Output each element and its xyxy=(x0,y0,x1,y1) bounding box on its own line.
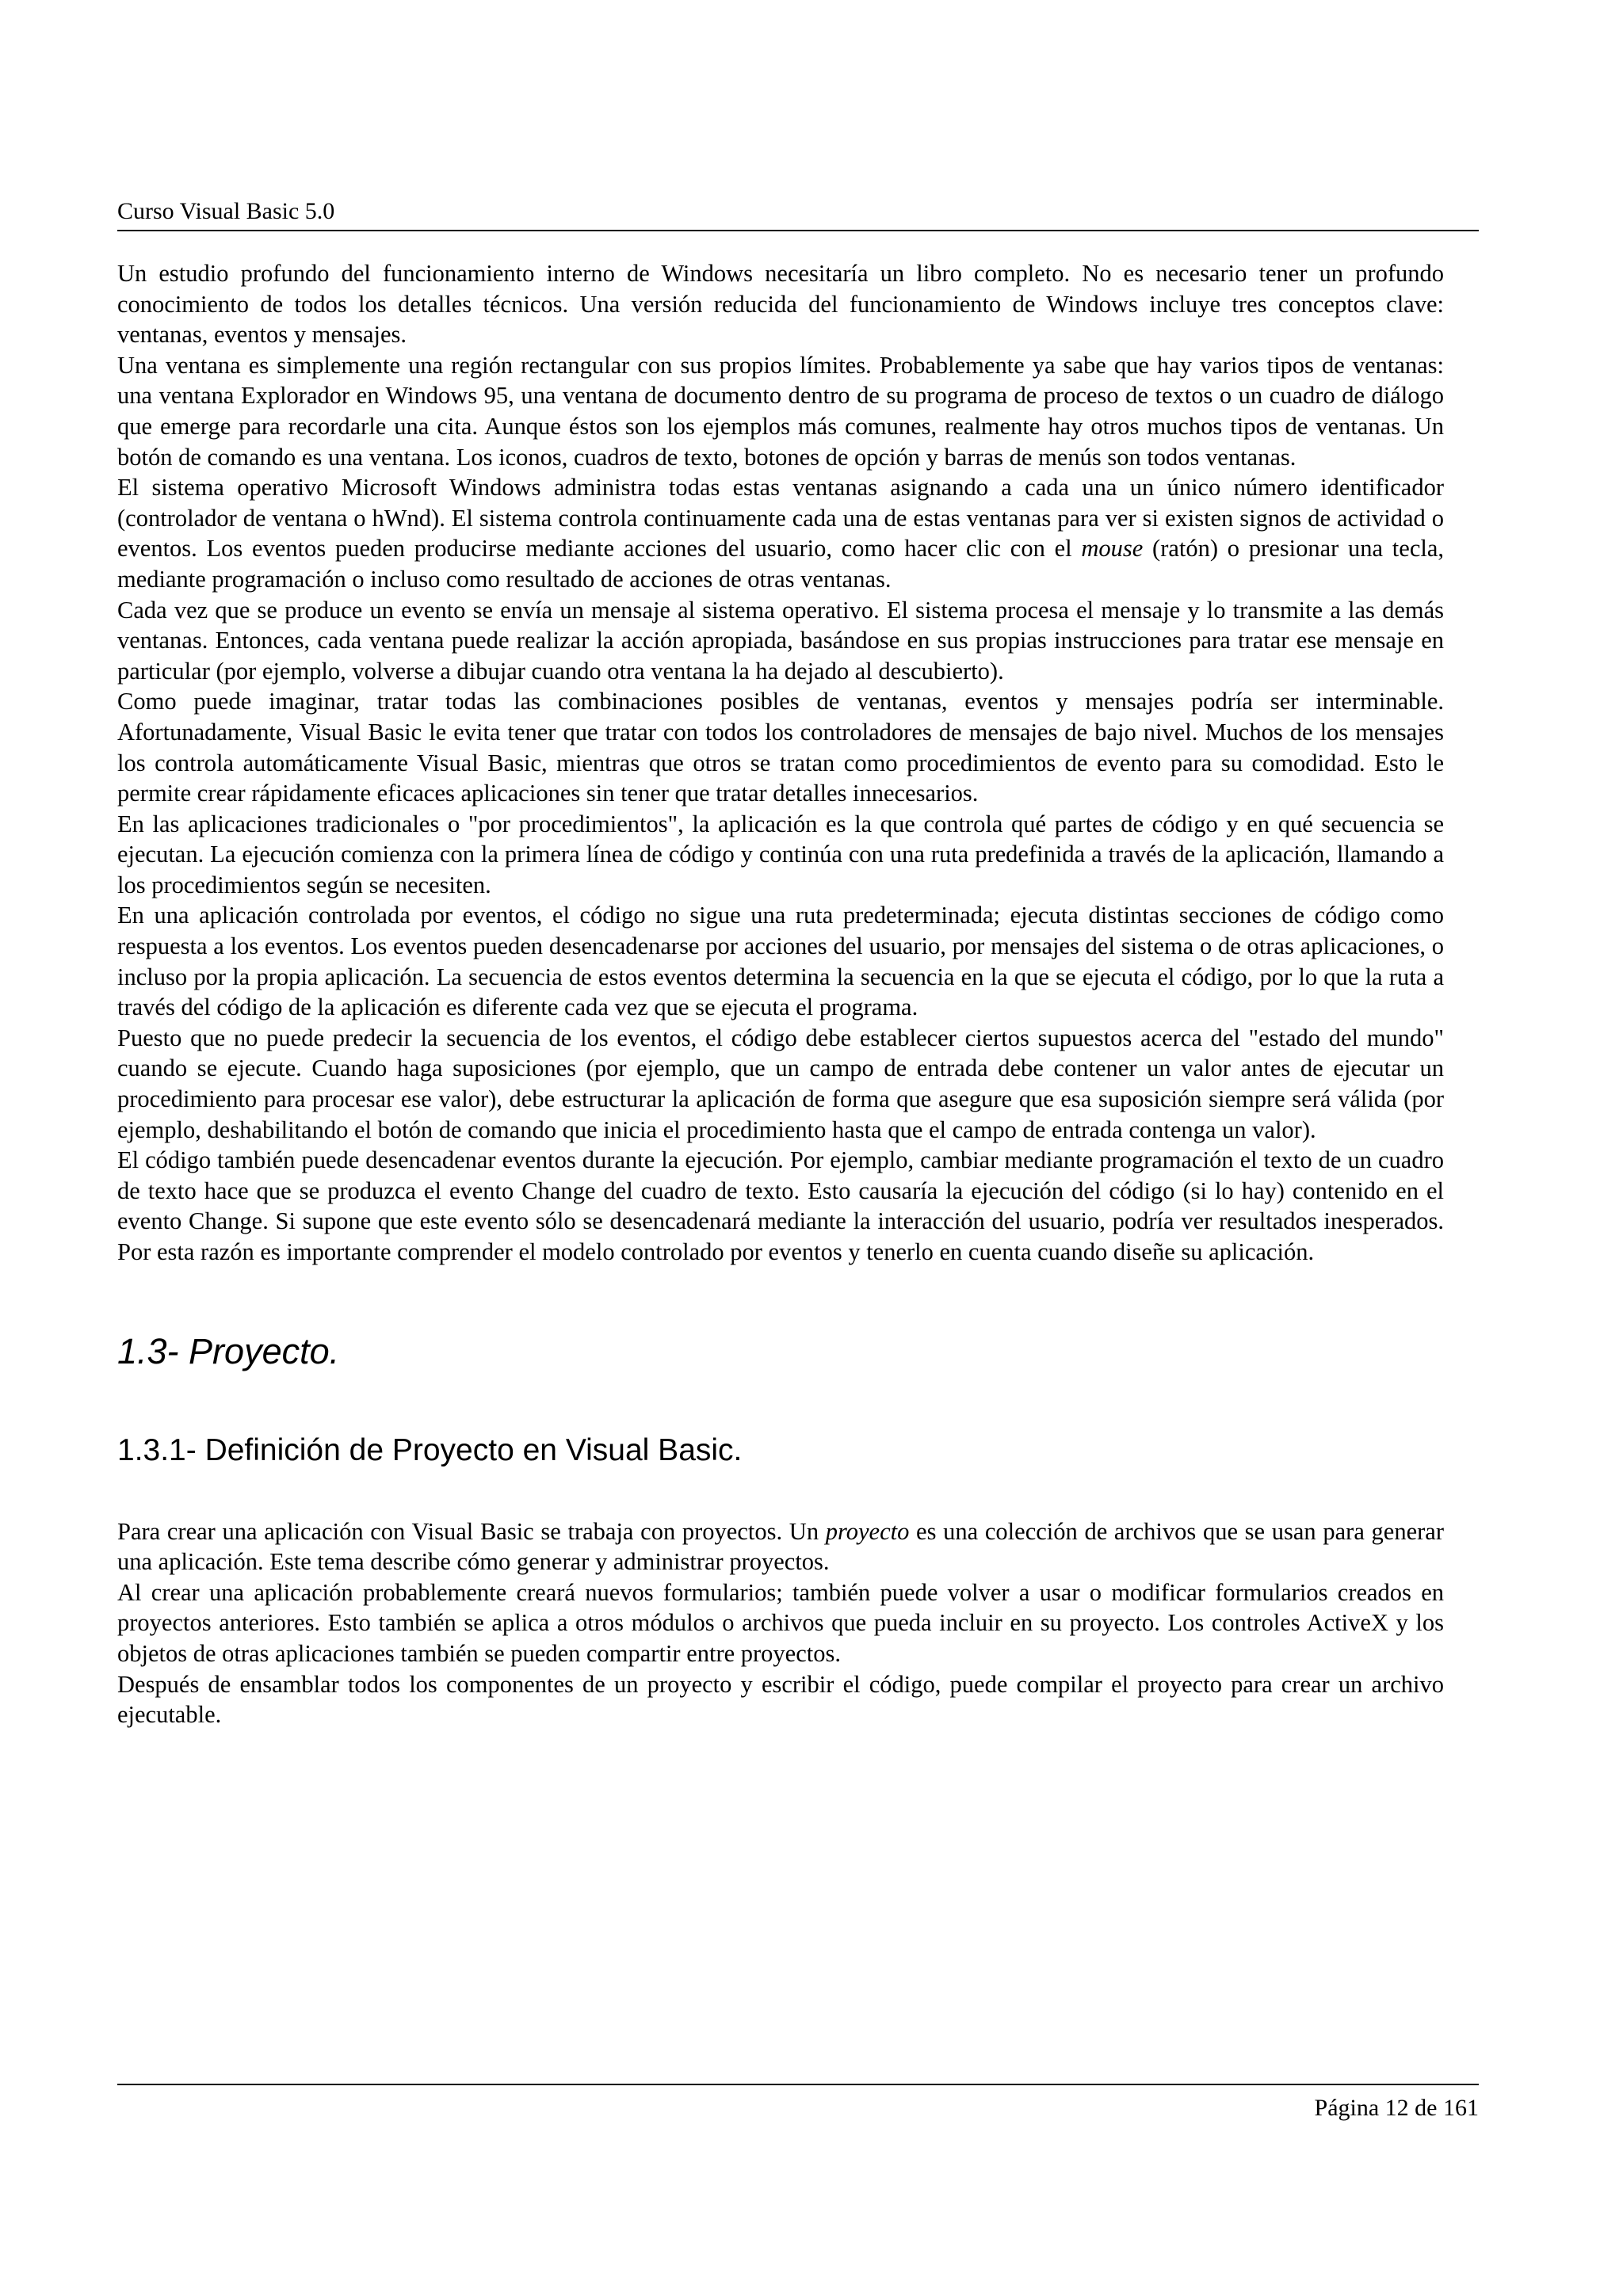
paragraph-5: Como puede imaginar, tratar todas las combinaciones posibles de ventanas, eventos y mensajes podría ser interminable. Afortunadamente, Visual Basic le evita tener que tratar con todos los controladores de mensajes de bajo nivel. Muchos de los mensajes los controla automáticamente Visual Basic, mientras que otros se tratan como procedimientos de evento para su comodidad. Esto le permite crear rápidamente eficaces aplicaciones sin tener que tratar detalles innecesarios. xyxy=(117,688,1444,807)
paragraph-3-text-b: (ratón) o presionar una tecla, mediante programación o incluso como resultado de acciones de otras ventanas. xyxy=(117,535,1444,593)
section-paragraph-2: Al crear una aplicación probablemente creará nuevos formularios; también puede volver a usar o modificar formularios creados en proyectos anteriores. Esto también se aplica a otros módulos o archivos que pueda incluir en su proyecto. Los controles ActiveX y los objetos de otras aplicaciones también se pueden compartir entre proyectos. xyxy=(117,1578,1444,1667)
section-paragraph-3: Después de ensamblar todos los componentes de un proyecto y escribir el código, puede compilar el proyecto para crear un archivo ejecutable. xyxy=(117,1670,1444,1729)
section-paragraph-1-text-a: Para crear una aplicación con Visual Basic se trabaja con proyectos. Un xyxy=(117,1517,826,1545)
paragraph-2: Una ventana es simplemente una región rectangular con sus propios límites. Probablemente ya sabe que hay varios tipos de ventanas: una ventana Explorador en Windows 95, una ventana de documento dentro de su programa de proceso de textos o un cuadro de diálogo que emerge para recordarle una cita. Aunque éstos son los ejemplos más comunes, realmente hay otros muchos tipos de ventanas. Un botón de comando es una ventana. Los iconos, cuadros de texto, botones de opción y barras de menús son todos ventanas. xyxy=(117,351,1444,471)
subsection-heading: 1.3.1- Definición de Proyecto en Visual Basic. xyxy=(117,1432,743,1467)
section-paragraph-1-emphasis: proyecto xyxy=(825,1517,910,1545)
paragraph-3-text-a: El sistema operativo Microsoft Windows administra todas estas ventanas asignando a cada una un único número identificador (controlador de ventana o hWnd). El sistema controla continuamente cada una de estas ventanas para ver si existen signos de actividad o eventos. Los eventos pueden producirse mediante acciones del usuario, como hacer clic con el xyxy=(117,474,1444,563)
paragraph-9: El código también puede desencadenar eventos durante la ejecución. Por ejemplo, cambiar mediante programación el texto de un cuadro de texto hace que se produzca el evento Change del cuadro de texto. Esto causaría la ejecución del código (si lo hay) contenido en el evento Change. Si supone que este evento sólo se desencadenará mediante la interacción del usuario, podría ver resultados inesperados. Por esta razón es importante comprender el modelo controlado por eventos y tenerlo en cuenta cuando diseñe su aplicación. xyxy=(117,1146,1444,1265)
paragraph-8: Puesto que no puede predecir la secuencia de los eventos, el código debe establecer ciertos supuestos acerca del "estado del mundo" cuando se ejecute. Cuando haga suposiciones (por ejemplo, que un campo de entrada debe contener un valor antes de ejecutar un procedimiento para procesar ese valor), debe estructurar la aplicación de forma que asegure que esa suposición siempre será válida (por ejemplo, deshabilitando el botón de comando que inicia el procedimiento hasta que el campo de entrada contenga un valor). xyxy=(117,1024,1444,1143)
section-heading: 1.3- Proyecto. xyxy=(117,1330,340,1371)
section-body xyxy=(117,1516,1444,1730)
paragraph-3 xyxy=(117,472,1444,594)
paragraph-1: Un estudio profundo del funcionamiento interno de Windows necesitaría un libro completo. No es necesario tener un profundo conocimiento de todos los detalles técnicos. Una versión reducida del funcionamiento de Windows incluye tres conceptos clave: ventanas, eventos y mensajes. xyxy=(117,260,1444,349)
page-content xyxy=(117,258,1444,1730)
section-paragraph-1-text-b: es una colección de archivos que se usan para generar una aplicación. Este tema describe cómo generar y administrar proyectos. xyxy=(117,1517,1444,1576)
section-paragraph-1 xyxy=(117,1516,1444,1577)
paragraph-7: En una aplicación controlada por eventos, el código no sigue una ruta predeterminada; ejecuta distintas secciones de código como respuesta a los eventos. Los eventos pueden desencadenarse por acciones del usuario, por mensajes del sistema o de otras aplicaciones, o incluso por la propia aplicación. La secuencia de estos eventos determina la secuencia en la que se ejecuta el código, por lo que la ruta a través del código de la aplicación es diferente cada vez que se ejecuta el programa. xyxy=(117,902,1444,1021)
paragraph-6: En las aplicaciones tradicionales o "por procedimientos", la aplicación es la que controla qué partes de código y en qué secuencia se ejecutan. La ejecución comienza con la primera línea de código y continúa con una ruta predefinida a través de la aplicación, llamando a los procedimientos según se necesiten. xyxy=(117,810,1444,898)
paragraph-4: Cada vez que se produce un evento se envía un mensaje al sistema operativo. El sistema procesa el mensaje y lo transmite a las demás ventanas. Entonces, cada ventana puede realizar la acción apropiada, basándose en sus propias instrucciones para tratar ese mensaje en particular (por ejemplo, volverse a dibujar cuando otra ventana la ha dejado al descubierto). xyxy=(117,596,1444,685)
page-header: Curso Visual Basic 5.0 xyxy=(117,193,1479,231)
paragraph-3-emphasis: mouse xyxy=(1081,535,1144,563)
page-footer: Página 12 de 161 xyxy=(117,2084,1479,2126)
